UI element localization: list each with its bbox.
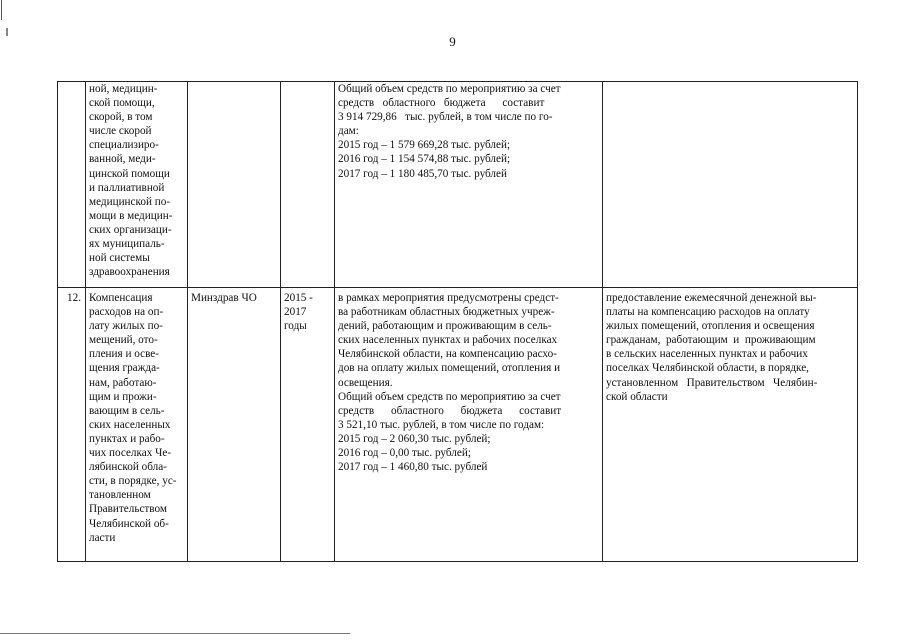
program-measures-table [57, 81, 858, 562]
measure-name-cell [86, 288, 188, 562]
scan-artifact-bottom-line [0, 633, 350, 634]
description-cell [335, 288, 603, 562]
term-cell [281, 82, 335, 288]
row-number-cell: 12. [58, 288, 86, 562]
page-number: 9 [449, 34, 456, 49]
term-text: 2015 - 2017 годы [284, 292, 313, 333]
measure-name-text: Компенсация расходов на оп- лату жилых по- мещений, ото- пления и осве- щения гражда- нам, работаю- щим и прожи- вающим в сель- ских населенных пунктах и рабо- чих поселках Че- лябинской обла- сти, в порядке, ус- тановленном Правительством Челябинской об- ласти [89, 292, 177, 544]
term-cell [281, 288, 335, 562]
measure-name-cell [86, 82, 188, 288]
description-cell [335, 82, 603, 288]
description-text: Общий объем средств по мероприятию за счет средств областного бюджета составит 3 914 729,86 тыс. рублей, в том числе по го- дам: 2015 год – 1 579 669,28 тыс. рублей; 2016 год – 1 154 574,88 тыс. рублей; 2017 год – 1 180 485,70 тыс. рублей [338, 83, 561, 180]
executor-cell [188, 82, 281, 288]
table-row-12 [58, 288, 858, 562]
executor-cell: Минздрав ЧО [188, 288, 281, 562]
row-number-cell [58, 82, 86, 288]
result-cell [603, 82, 858, 288]
result-text: предоставление ежемесячной денежной вы- платы на компенсацию расходов на оплату жилых помещений, отопления и освещения гражданам, работающим и проживающим в сельских населенных пунктах и рабочих поселках Челябинской области, в порядке, установленном Правительством Челябин- ской области [606, 292, 818, 403]
table-row-continuation [58, 82, 858, 288]
description-text: в рамках мероприятия предусмотрены средст- ва работникам областных бюджетных учреж- дений, работающим и проживающим в сель- ских населенных пунктах и рабочих поселках Челябинской области, на компенсацию расхо- дов на оплату жилых помещений, отопления и освещения. Общий объем средств по мероприятию за счет средств областного бюджета составит 3 521,10 тыс. рублей, в том числе по годам: 2015 год – 2 060,30 тыс. рублей; 2016 год – 0,00 тыс. рублей; 2017 год – 1 460,80 тыс. рублей [338, 292, 562, 474]
measure-name-text: ной, медицин- ской помощи, скорой, в том числе скорой специализиро- ванной, меди- цинской помощи и паллиативной медицинской по- мощи в медицин- ских организаци- ях муниципаль- ной системы здравоохранения [89, 83, 173, 279]
scan-artifact-left-line [1, 0, 2, 20]
result-cell [603, 288, 858, 562]
